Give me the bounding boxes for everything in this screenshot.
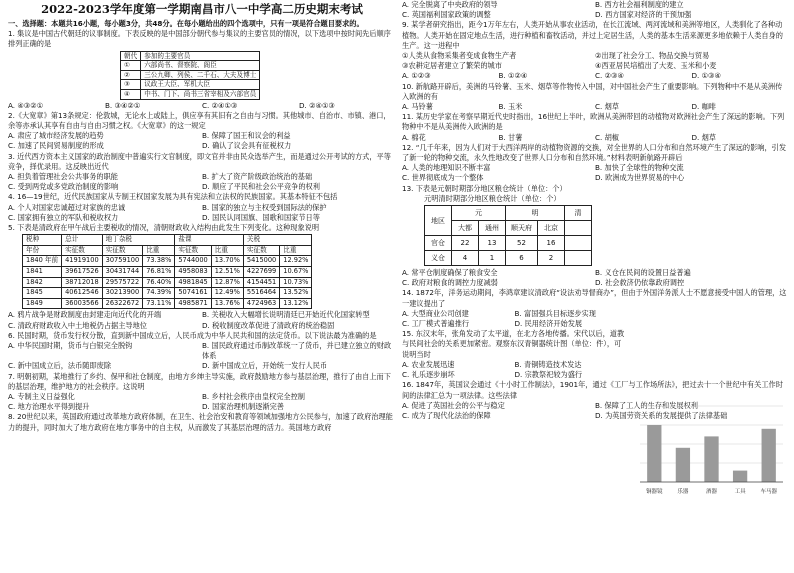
x-tick-label: 铜器镜 — [646, 489, 663, 495]
option-a: A. 农业发展迅速 — [402, 359, 455, 369]
q1-table — [120, 51, 260, 100]
table-cell: 73.38% — [143, 256, 175, 267]
table-header: 盐课 — [175, 235, 244, 246]
question-stem: 8. 20世纪以来，英国政府通过改革地方政府体制，在卫生、社会治安和教育等领域加强地方公民参与，加速了政府治理能力的提升，同时加大了地方政府在地方事务中的自主权，从而激发了其基层治理的活力。英国地方政府 — [8, 412, 393, 432]
option-b: B. 扩大了资产阶级政治统治的基础 — [202, 172, 313, 181]
table-cell: 4724963 — [243, 298, 279, 309]
exam-title: 2022-2023学年度第一学期南昌市八一中学高二历史期末考试 — [41, 2, 363, 16]
section-instructions: 一、选择题：本题共16小题，每小题3分，共48分。在每小题给出的四个选项中，只有一项是符合题目要求的。 — [8, 19, 364, 28]
q13-table-title: 元明清时期部分地区粮仓统计（单位：个） — [424, 193, 561, 203]
table-cell: 义仓 — [425, 251, 452, 266]
bar-3 — [704, 436, 718, 482]
table-cell: 1845 — [23, 288, 62, 299]
table-cell: 16 — [538, 236, 565, 251]
table-cell: 30213900 — [102, 288, 143, 299]
table-cell: 52 — [506, 236, 538, 251]
statement-4: ④西亚居民培植出了大麦、玉米和小麦 — [595, 61, 717, 71]
question-stem: 7. 明朝初期，某地推行了乡约、保甲和社仓制度，由地方乡绅主导实施，政府鼓励地方参与基层治理，推行了由自上而下的基层治理，维护地方的社会秩序。这说明 — [8, 371, 391, 391]
question-13 — [402, 184, 788, 289]
question-stem: 6. 民国时期，货币发行权分散，直到新中国成立后，人民币成为中华人民共和国的法定货币。以下说法最为准确的是 — [8, 330, 377, 340]
table-cell: 29575722 — [102, 277, 143, 288]
table-cell: 74.39% — [143, 288, 175, 299]
option-c: C. 加速了民间贸易制度的形成 — [8, 141, 104, 151]
table-cell: 10.73% — [280, 277, 312, 288]
table-cell: 12.92% — [280, 256, 312, 267]
table-header: 地区 — [425, 206, 452, 236]
option-a: A. 人类的地理知识不断丰富 — [402, 163, 491, 173]
option-b: B. ①②④ — [498, 71, 528, 81]
table-subheader: 实征数 — [175, 245, 211, 256]
table-subheader: 比重 — [211, 245, 243, 256]
table-cell: 30431744 — [102, 267, 143, 278]
table-cell: 10.67% — [280, 267, 312, 278]
option-b: B. 西方社会福利制度的建立 — [595, 0, 684, 9]
option-c: C. 工厂模式普遍推行 — [402, 319, 470, 329]
table-cell: 4981845 — [175, 277, 211, 288]
table-cell: 12.49% — [211, 288, 243, 299]
table-subheader: 大都 — [452, 221, 479, 236]
table-cell: 76.81% — [143, 267, 175, 278]
option-d: D. 社会救济仍依靠政府调控 — [595, 278, 685, 288]
option-c: C. 政府对粮食的调控力度减弱 — [402, 278, 498, 288]
option-d: D. ①③④ — [691, 71, 721, 81]
option-b: B. 乡村社会秩序由皇权完全控制 — [202, 392, 305, 401]
option-a: A. 中华民国时期，货币与白银完全脱钩 — [8, 340, 133, 350]
option-c: C. 地方治理水平得到提升 — [8, 402, 90, 412]
question-stem: 3. 近代西方资本主义国家的政治制度中普遍实行文官制度，即文官并非由民众选举产生，而是通过公开考试的方式，平等竞争，择优录用。这反映出近代 — [8, 151, 391, 171]
question-stem: 14. 1872年，洋务运动期间，李鸿章建议清政府“设法劝导督商办”，但由于外国洋务派人士不愿意接受中国人的管理，这一建议提出了 — [402, 288, 787, 308]
option-b: B. 玉米 — [498, 102, 523, 112]
table-cell: 13.76% — [211, 298, 243, 309]
bar-2 — [676, 448, 690, 482]
option-b: B. 义仓在民间的设置日益普遍 — [595, 268, 691, 278]
q1-options — [8, 101, 396, 111]
option-b: B. 保障了国王和议会的利益 — [202, 131, 291, 141]
question-stem: 15. 东汉末年，张角发动了太平道，在北方各地传播。宋代以后，道教与民间社会的关系更加紧密。观察东汉青铜器统计图（单位：件），可说明当时 — [402, 329, 625, 359]
option-d: D. 为英国劳资关系的发展提供了法律基础 — [595, 410, 728, 420]
option-c: C. 新中国成立后，法币随即废除 — [8, 361, 112, 371]
option-c: C. 受到两党或多党政治制度的影响 — [8, 182, 119, 192]
option-a: A. 专制主义日益强化 — [8, 392, 75, 401]
table-cell: 76.40% — [143, 277, 175, 288]
table-cell: 5415000 — [243, 256, 279, 267]
question-2 — [8, 111, 396, 152]
option-a: A. 肃应了城市经济发展的趋势 — [8, 131, 104, 141]
table-cell: ③ — [121, 80, 141, 90]
table-row — [23, 288, 312, 299]
table-cell: 22 — [452, 236, 479, 251]
option-a: A. 棉花 — [402, 132, 426, 142]
option-c: C. 胡椒 — [595, 132, 619, 142]
table-header: 税种 — [23, 235, 62, 246]
table-cell: 三公九卿、列侯、二千石、大夫及博士 — [141, 70, 260, 80]
table-subheader: 通州 — [479, 221, 506, 236]
option-a: A. 常平仓制度确保了粮食安全 — [402, 268, 498, 278]
table-header: 关税 — [243, 235, 312, 246]
option-c: C. 清政府财政收入中土地税仍占据主导地位 — [8, 320, 147, 330]
table-cell: 12.51% — [211, 267, 243, 278]
option-b: B. ③④②① — [105, 100, 141, 110]
left-column — [8, 0, 396, 433]
table-cell: 1841 — [23, 267, 62, 278]
table-header: 明 — [506, 206, 565, 221]
table-subheader: 顺天府 — [506, 221, 538, 236]
question-1 — [8, 29, 396, 111]
statement-1: ①人类从食物采集者变成食物生产者 — [402, 51, 517, 61]
statement-2: ②出现了社会分工、物品交换与贸易 — [595, 51, 710, 61]
table-cell: ④ — [121, 89, 141, 99]
option-d: D. 新中国成立后，开始统一发行人民币 — [202, 361, 328, 371]
table-cell: 13 — [479, 236, 506, 251]
option-c: C. 英国福利国家政策的调整 — [402, 10, 491, 20]
table-header: 朝代 — [121, 51, 141, 61]
question-8 — [8, 412, 396, 432]
table-cell: 2 — [538, 251, 565, 266]
table-cell: ② — [121, 70, 141, 80]
table-cell: 40612546 — [62, 288, 103, 299]
option-a: A. 个人对国家忠诚超过对家族的忠诚 — [8, 202, 126, 212]
table-header: 地丁杂税 — [102, 235, 175, 246]
table-cell: 5074161 — [175, 288, 211, 299]
q5-table — [22, 234, 312, 309]
bar-1 — [647, 425, 661, 482]
question-10 — [402, 82, 788, 113]
question-stem: 16. 1847年，英国议会通过《十小时工作制法》，1901年，通过《工厂与工作场所法》，把过去十一个世纪中有关工作时间的法律汇总为一项法律。这些法律 — [402, 380, 783, 400]
table-cell — [565, 236, 592, 251]
table-cell: 30759100 — [102, 256, 143, 267]
table-header: 元 — [452, 206, 506, 221]
question-8-options — [402, 0, 788, 20]
table-row — [425, 236, 592, 251]
table-subheader: 北京 — [538, 221, 565, 236]
option-a: A. 鸦片战争是财政制度由封建走向近代化的开端 — [8, 310, 162, 320]
table-row — [23, 256, 312, 267]
question-stem: 11. 某历史学家在考察早期近代史时指出，16世纪上半叶，欧洲从美洲带回的动植物对欧洲社会产生了深远的影响。下列物种中不是从美洲传入欧洲的是 — [402, 112, 785, 132]
table-cell: 13.52% — [280, 288, 312, 299]
option-d: D. 西方国家对经济的干预加强 — [595, 10, 692, 20]
question-stem: 9. 某学者研究指出，距今1万年左右，人类开始从事农业活动，在长江流域、两河流域和美洲等地区，人类驯化了各种动植物。人类开始在固定地点生活，进行种植和畜牧活动，并过上定居生活，人类的基本生活来源更多地依赖于人类自身的生产。这一进程中 — [402, 20, 783, 50]
option-b: B. 国家的独立与主权受到国际法的保护 — [202, 202, 327, 212]
question-15 — [402, 329, 788, 380]
table-subheader: 实征数 — [102, 245, 143, 256]
table-cell: 13.70% — [211, 256, 243, 267]
option-d: D. 欧洲成为世界贸易的中心 — [595, 173, 685, 183]
table-cell: 73.11% — [143, 298, 175, 309]
option-b: B. 甘薯 — [498, 132, 523, 142]
option-d: D. 国家治理机制逐渐完善 — [202, 402, 284, 412]
table-cell: 26322672 — [102, 298, 143, 309]
question-3 — [8, 152, 396, 193]
table-cell: 41919100 — [62, 256, 103, 267]
option-b: B. 富国强兵目标逐步实现 — [514, 308, 596, 318]
table-subheader: 年份 — [23, 245, 62, 256]
option-a: A. ①②③ — [402, 71, 431, 81]
table-cell: 4227699 — [243, 267, 279, 278]
option-a: A. 促进了英国社会的公平与稳定 — [402, 400, 505, 410]
x-tick-label: 车马器 — [760, 489, 777, 495]
table-cell: 13.12% — [280, 298, 312, 309]
table-cell: 1842 — [23, 277, 62, 288]
option-b: B. 关税收入大幅增长说明清廷已开始近代化国家转型 — [202, 310, 370, 320]
question-stem: 4. 16—19世纪，近代民族国家从专制王权国家发展为具有宪法和立法权的民族国家。其基本特征不包括 — [8, 192, 338, 202]
table-row — [23, 267, 312, 278]
option-a: A. 担负着管理社会公共事务的职能 — [8, 172, 118, 181]
table-cell: 4154451 — [243, 277, 279, 288]
question-4 — [8, 192, 396, 223]
bar-4 — [733, 471, 747, 482]
table-row — [23, 277, 312, 288]
x-tick-label: 工具 — [734, 489, 746, 495]
table-cell: 6 — [506, 251, 538, 266]
x-tick-label: 乐器 — [677, 489, 689, 495]
table-cell: 议政王大臣、军机大臣 — [141, 80, 260, 90]
option-c: C. ②④①③ — [202, 100, 238, 110]
q13-table — [424, 205, 592, 266]
option-a: A. 完全脱离了中央政府的领导 — [402, 0, 498, 9]
table-cell: 官仓 — [425, 236, 452, 251]
x-tick-label: 酒器 — [705, 489, 718, 495]
option-d: D. 国民认同国旗、国歌和国家节日等 — [202, 212, 320, 222]
option-b: B. 加快了全球性的物种交流 — [595, 163, 684, 173]
table-row — [121, 89, 260, 99]
table-cell: 4958083 — [175, 267, 211, 278]
option-d: D. 税收制度改革促进了清政府的统治稳固 — [202, 320, 335, 330]
option-c: C. 成为了现代化法治的保障 — [402, 410, 491, 420]
table-cell: 4985871 — [175, 298, 211, 309]
statement-3: ③农耕定居者建立了繁荣的城市 — [402, 61, 502, 71]
option-c: C. ②③④ — [595, 71, 624, 81]
option-b: B. 保障了工人的生存和发展权利 — [595, 400, 698, 410]
question-stem: 10. 新航路开辟后，美洲的马铃薯、玉米、烟草等作物传入中国，对中国社会产生了重要影响。下列物种中不是从美洲传入欧洲的有 — [402, 81, 783, 101]
option-a: A. 马铃薯 — [402, 102, 433, 112]
option-c: C. 世界彻底成为一个整体 — [402, 173, 484, 183]
table-header: 参加的主要官员 — [141, 51, 260, 61]
table-row — [121, 80, 260, 90]
table-cell: 12.87% — [211, 277, 243, 288]
table-cell: 4 — [452, 251, 479, 266]
question-stem: 1. 集议是中国古代朝廷的议事制度。下表反映的是中国部分朝代参与集议的主要官员的情况，以下选项中按时间先后顺序排列正确的是 — [8, 29, 391, 49]
question-6 — [8, 331, 396, 372]
question-7 — [8, 372, 396, 413]
question-stem: 13. 下表是元朝时期部分地区粮仓统计（单位：个） — [402, 183, 567, 193]
table-cell: 六部尚书、督察院、阁臣 — [141, 61, 260, 71]
right-column — [402, 0, 788, 495]
option-d: D. 咖啡 — [691, 102, 716, 112]
option-d: D. 民用经济开始发展 — [514, 319, 583, 329]
question-stem: 5. 下表是清政府在甲午战后主要税收的情况，清朝财政收入结构由此发生下列变化。这种现象说明 — [8, 223, 320, 233]
table-cell: 5744000 — [175, 256, 211, 267]
option-a: A. 大型商业公司创建 — [402, 308, 469, 318]
option-d: D. 确认了议会具有征税权力 — [202, 141, 292, 151]
option-a: A. ④③②① — [8, 100, 44, 110]
table-cell: 1 — [479, 251, 506, 266]
table-row — [425, 251, 592, 266]
question-14 — [402, 288, 788, 329]
option-c: C. 礼乐逐步崩坏 — [402, 370, 455, 380]
option-d: D. 烟草 — [691, 132, 716, 142]
table-header: 清 — [565, 206, 592, 221]
table-cell — [565, 251, 592, 266]
option-c: C. 烟草 — [595, 102, 619, 112]
table-row — [121, 61, 260, 71]
table-cell: 39617526 — [62, 267, 103, 278]
question-stem: 12. “几千年来，因为人们对于大西洋两岸的动植物资源的交换，对全世界的人口分布和自然环境产生了深远的影响，引发了新一轮的物种交流，永久性地改变了世界人口分布和自然环境。”材料表明新航路开辟后 — [402, 142, 787, 163]
question-stem: 2.《大宽章》第13条规定：伦敦城，无论水上或陆上，俱应享有其旧有之自由与习惯。其他城市、自治市、市镇、港口，余等亦承认其享有自由与自由习惯之权。《大宽章》的这一规定 — [8, 110, 391, 130]
table-subheader: 比重 — [143, 245, 175, 256]
table-subheader: 实征数 — [243, 245, 279, 256]
table-cell: 36003566 — [62, 298, 103, 309]
option-b: B. 国民政府通过币制改革统一了货币，并已建立独立的财政体系 — [202, 340, 392, 361]
option-d: D. 宗教祭祀较为盛行 — [514, 370, 583, 380]
option-b: B. 青铜铸造技术发达 — [514, 359, 582, 369]
bronze-ware-chart — [632, 400, 787, 498]
table-subheader: 实征数 — [62, 245, 103, 256]
table-row — [121, 70, 260, 80]
table-cell: 38712018 — [62, 277, 103, 288]
question-11 — [402, 112, 788, 143]
table-row — [23, 298, 312, 309]
option-c: C. 国家拥有独立的军队和税收权力 — [8, 212, 119, 222]
table-cell: 中书、门下、尚书三省宰相及六部官员 — [141, 89, 260, 99]
question-5 — [8, 223, 396, 331]
table-cell: ① — [121, 61, 141, 71]
table-cell: 1840 年前 — [23, 256, 62, 267]
bar-5 — [762, 429, 776, 482]
bar-chart — [632, 400, 787, 498]
option-d: D. ②④①③ — [299, 100, 335, 110]
option-d: D. 顺应了平民和社会公平竞争的权利 — [202, 182, 320, 192]
table-cell: 5516464 — [243, 288, 279, 299]
table-header: 总计 — [62, 235, 103, 246]
question-9 — [402, 20, 788, 81]
table-subheader: 比重 — [280, 245, 312, 256]
question-12 — [402, 143, 788, 184]
table-subheader — [565, 221, 592, 236]
table-cell: 1849 — [23, 298, 62, 309]
